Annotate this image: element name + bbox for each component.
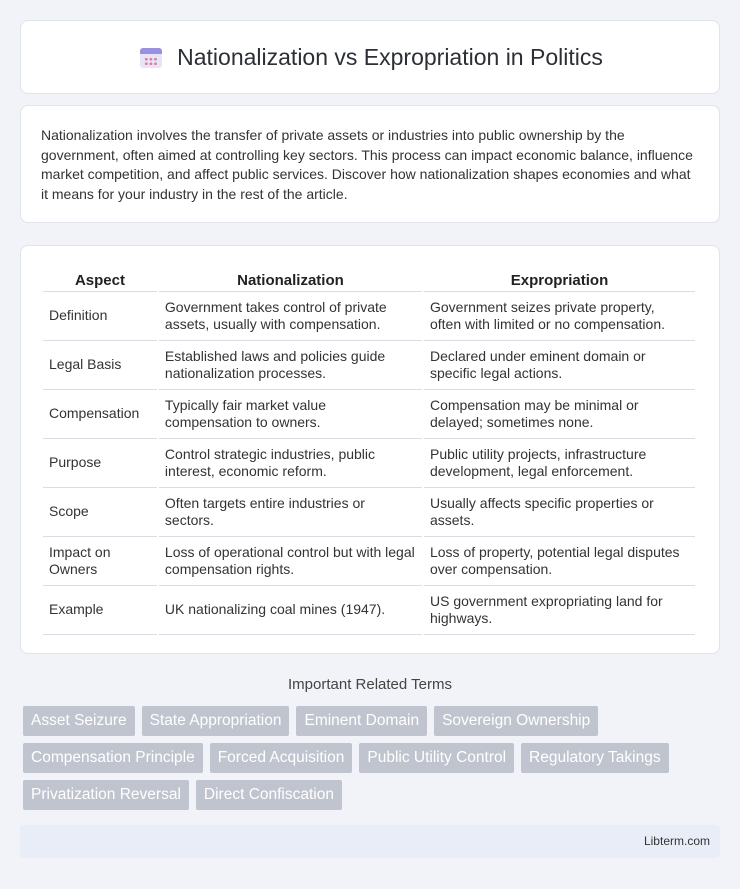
cell-aspect: Purpose [43,439,157,488]
cell-nationalization: Typically fair market value compensation to owners. [159,390,422,439]
intro-card [20,105,720,223]
related-term-tag[interactable]: Eminent Domain [296,706,427,736]
calendar-icon [137,43,165,71]
cell-expropriation: Usually affects specific properties or assets. [424,488,695,537]
cell-aspect: Impact on Owners [43,537,157,586]
related-term-tag[interactable]: Asset Seizure [23,706,135,736]
table-row [43,439,695,488]
related-term-tag[interactable]: Sovereign Ownership [434,706,598,736]
cell-aspect: Example [43,586,157,635]
cell-aspect: Definition [43,292,157,341]
cell-nationalization: Control strategic industries, public interest, economic reform. [159,439,422,488]
footer [20,825,720,858]
table-header-row [43,266,695,292]
related-term-tag[interactable]: Direct Confiscation [196,780,342,810]
cell-expropriation: US government expropriating land for highways. [424,586,695,635]
cell-expropriation: Public utility projects, infrastructure development, legal enforcement. [424,439,695,488]
table-row [43,341,695,390]
cell-nationalization: UK nationalizing coal mines (1947). [159,586,422,635]
comparison-table [41,266,697,635]
related-terms-list [23,706,723,810]
table-row [43,488,695,537]
related-terms-title: Important Related Terms [288,676,452,693]
cell-expropriation: Government seizes private property, often with limited or no compensation. [424,292,695,341]
table-row [43,390,695,439]
comparison-card [20,245,720,654]
footer-site[interactable]: Libterm.com [643,834,710,848]
related-term-tag[interactable]: Compensation Principle [23,743,203,773]
cell-nationalization: Government takes control of private assets, usually with compensation. [159,292,422,341]
table-row [43,586,695,635]
header-expropriation: Expropriation [424,266,695,292]
related-term-tag[interactable]: Public Utility Control [359,743,514,773]
cell-expropriation: Declared under eminent domain or specific legal actions. [424,341,695,390]
cell-expropriation: Loss of property, potential legal disputes over compensation. [424,537,695,586]
cell-nationalization: Loss of operational control but with legal compensation rights. [159,537,422,586]
cell-nationalization: Established laws and policies guide nationalization processes. [159,341,422,390]
intro-text: Nationalization involves the transfer of private assets or industries into public ownership by the government, often aimed at controlling key sectors. This process can impact economic balance, influence market competition, and affect public services. Discover how nationalization shapes economies and what it means for your industry in the rest of the article. [41,127,693,202]
related-term-tag[interactable]: State Appropriation [142,706,290,736]
header-aspect: Aspect [43,266,157,292]
cell-nationalization: Often targets entire industries or sectors. [159,488,422,537]
related-term-tag[interactable]: Privatization Reversal [23,780,189,810]
header-nationalization: Nationalization [159,266,422,292]
cell-aspect: Scope [43,488,157,537]
cell-aspect: Compensation [43,390,157,439]
page-title: Nationalization vs Expropriation in Politics [177,43,603,70]
table-row [43,292,695,341]
header-card [20,20,720,94]
related-term-tag[interactable]: Forced Acquisition [210,743,353,773]
related-term-tag[interactable]: Regulatory Takings [521,743,669,773]
table-row [43,537,695,586]
cell-aspect: Legal Basis [43,341,157,390]
cell-expropriation: Compensation may be minimal or delayed; sometimes none. [424,390,695,439]
